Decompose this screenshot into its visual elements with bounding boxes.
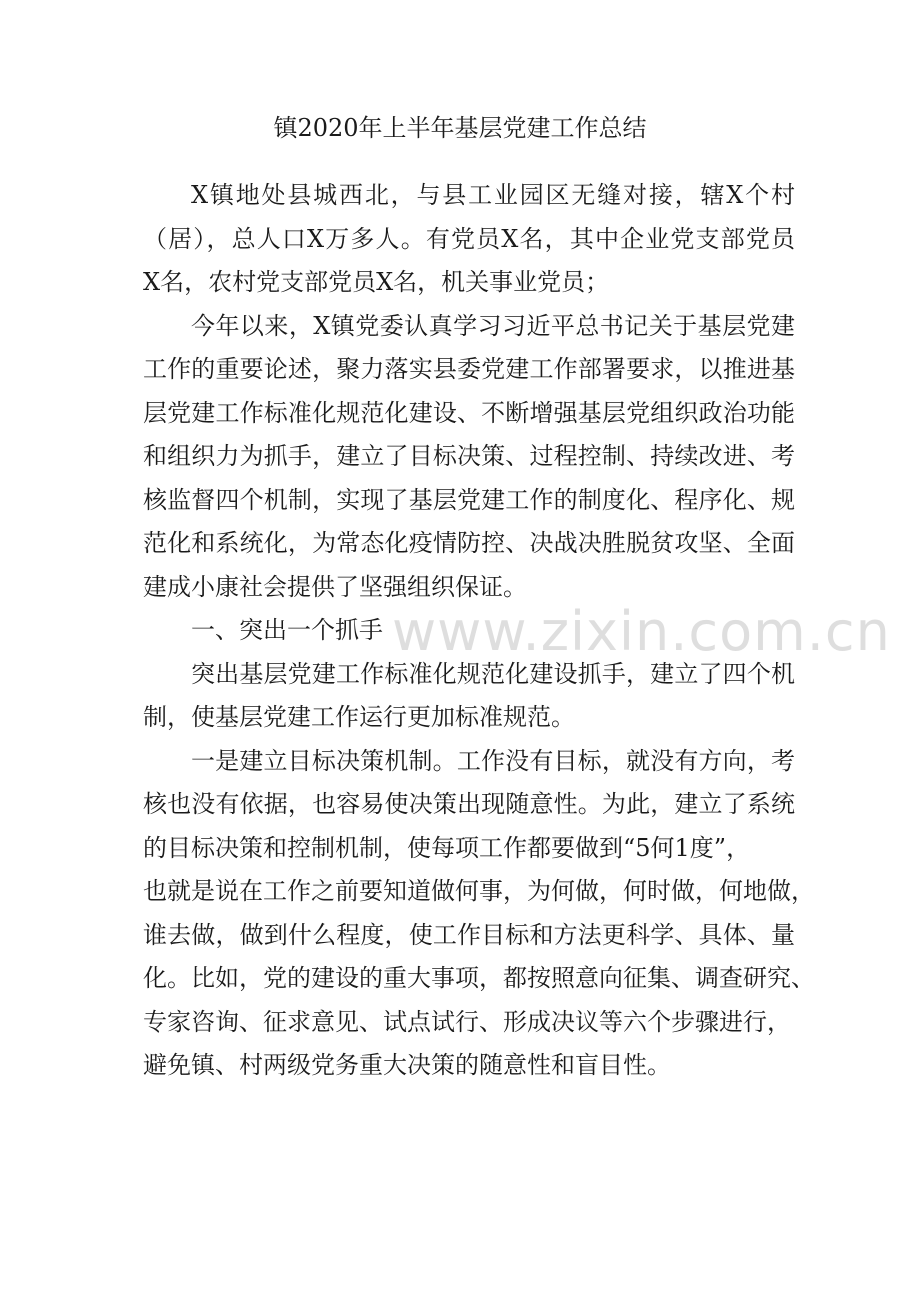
watermark: www.zixin.com.cn: [392, 600, 891, 663]
text-line: 核监督四个机制，实现了基层党建工作的制度化、程序化、规: [143, 485, 795, 514]
text-line: X镇地处县城西北，与县工业园区无缝对接，辖X个村: [191, 181, 795, 209]
text-line: 一是建立目标决策机制。工作没有目标，就没有方向，考: [191, 746, 795, 775]
text-line: 化。比如，党的建设的重大事项，都按照意向征集、调查研究、: [143, 964, 815, 992]
text-line: 和组织力为抓手，建立了目标决策、过程控制、持续改进、考: [143, 442, 795, 470]
paragraph-overview: [143, 305, 795, 610]
document-body: [143, 174, 815, 1088]
section-heading: [143, 609, 795, 653]
text-line: 核也没有依据，也容易使决策出现随意性。为此，建立了系统: [143, 790, 795, 818]
text-line: 专家咨询、征求意见、试点试行、形成决议等六个步骤进行，: [143, 1007, 791, 1036]
paragraph-target-decision: [143, 740, 815, 1088]
document-title: 镇2020年上半年基层党建工作总结: [273, 114, 647, 142]
text-line: 今年以来，X镇党委认真学习习近平总书记关于基层党建: [191, 311, 795, 340]
text-line: 建成小康社会提供了坚强组织保证。: [143, 572, 527, 601]
text-line: 范化和系统化，为常态化疫情防控、决战决胜脱贫攻坚、全面: [143, 529, 795, 557]
text-line: 工作的重要论述，聚力落实县委党建工作部署要求，以推进基: [143, 355, 795, 383]
text-line: （居），总人口X万多人。有党员X名，其中企业党支部党员: [143, 224, 795, 253]
paragraph-intro: [143, 174, 795, 305]
text-line: 也就是说在工作之前要知道做何事，为何做，何时做，何地做，: [143, 877, 815, 905]
text-line: 避免镇、村两级党务重大决策的随意性和盲目性。: [143, 1051, 671, 1079]
text-line: X名，农村党支部党员X名，机关事业党员；: [143, 268, 610, 296]
text-line: 制，使基层党建工作运行更加标准规范。: [143, 703, 575, 731]
text-line: 突出基层党建工作标准化规范化建设抓手，建立了四个机: [191, 659, 795, 688]
text-line: 层党建工作标准化规范化建设、不断增强基层党组织政治功能: [143, 398, 795, 427]
section-heading-text: 一、突出一个抓手: [191, 616, 383, 644]
text-line: 的目标决策和控制机制，使每项工作都要做到“5何1度”，: [143, 833, 751, 862]
text-line: 谁去做，做到什么程度，使工作目标和方法更科学、具体、量: [143, 920, 795, 949]
paragraph-mechanisms: [143, 653, 795, 740]
